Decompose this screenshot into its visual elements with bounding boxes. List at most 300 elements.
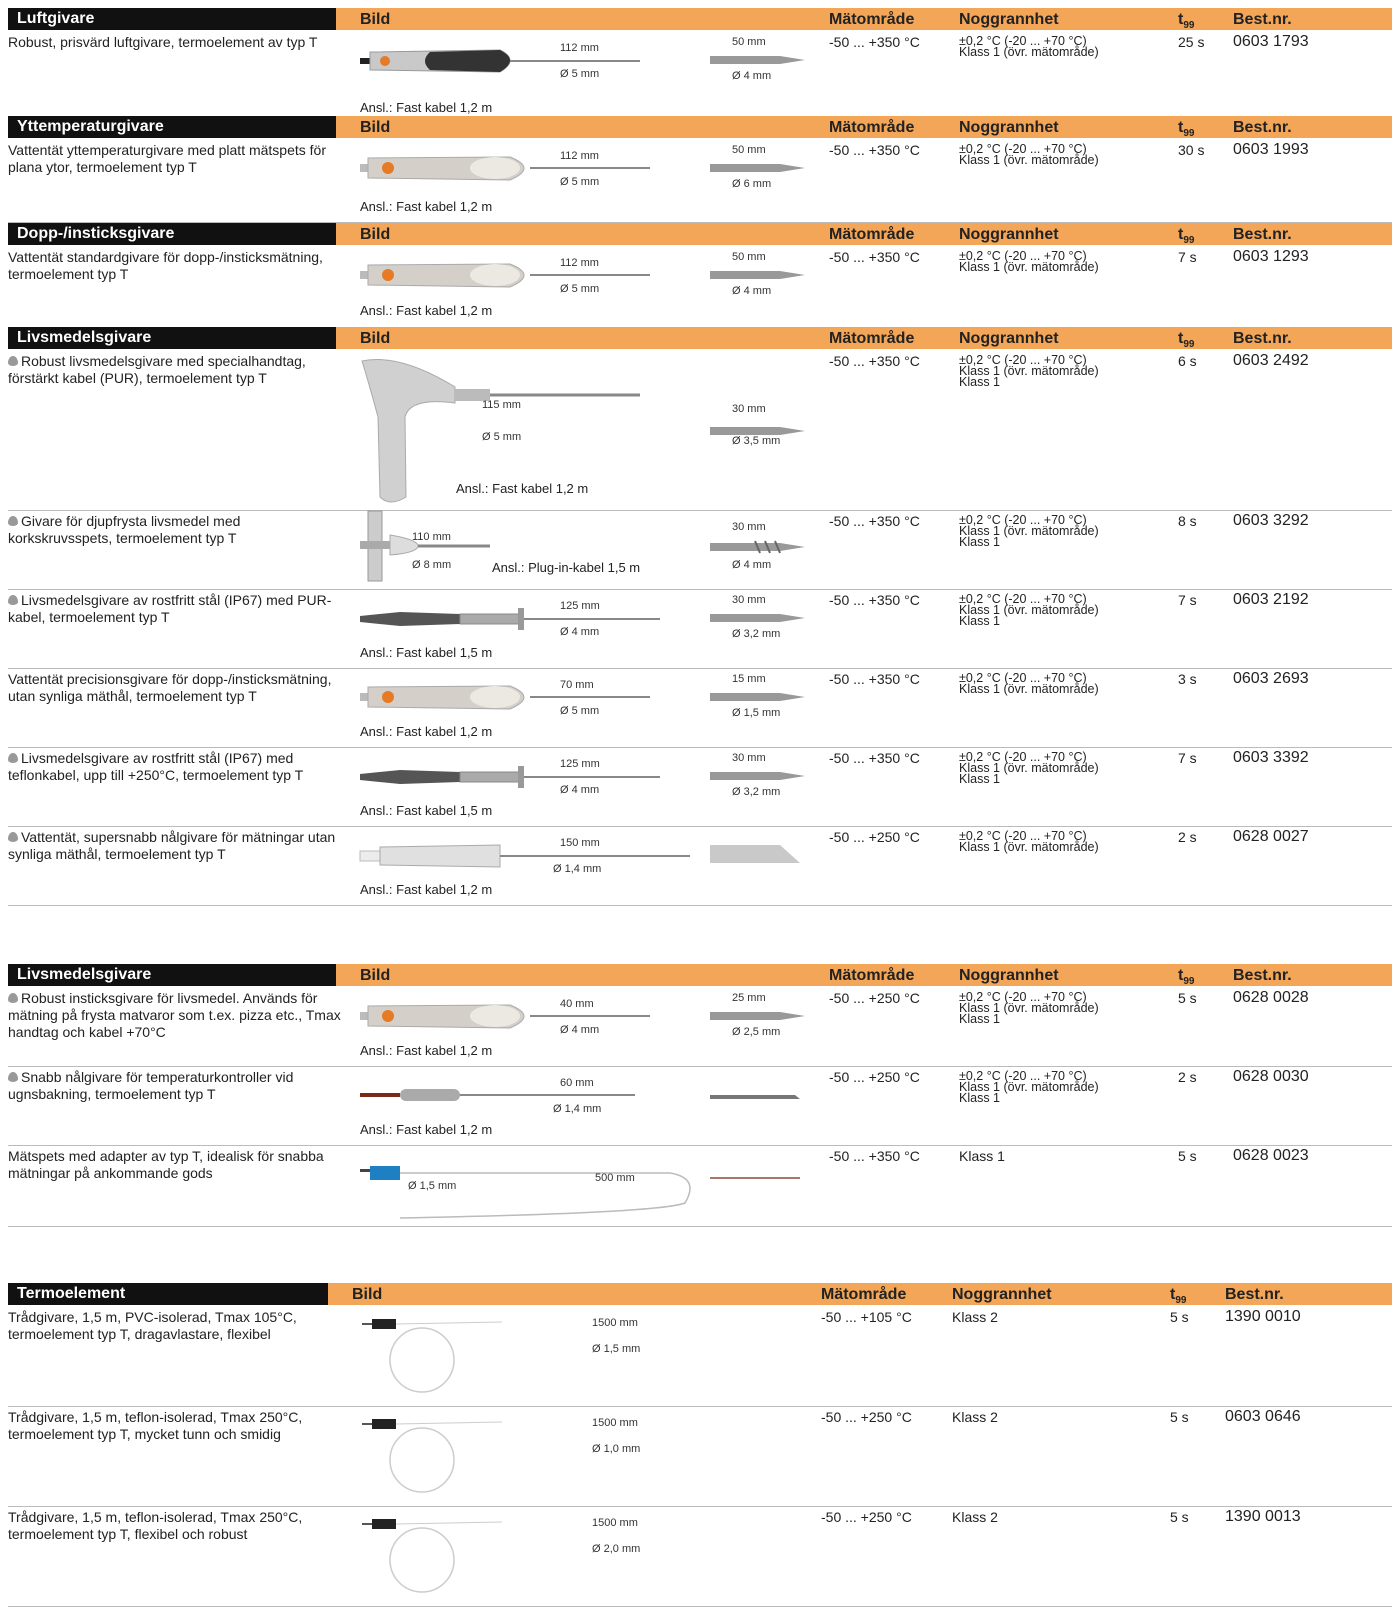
accuracy-line: Klass 1: [959, 1091, 1000, 1105]
table-row: [8, 351, 1392, 511]
probe-diameter-label: Ø 5 mm: [482, 431, 522, 443]
t99-value: 7 s: [1178, 750, 1197, 766]
accuracy-line: Klass 1: [959, 772, 1000, 786]
probe-length-label: 150 mm: [560, 837, 600, 849]
order-number: 0603 2492: [1233, 352, 1309, 369]
table-row: [8, 748, 1392, 827]
accuracy-line: ±0,2 °C (-20 ... +70 °C): [959, 34, 1087, 48]
probe-image: [360, 152, 660, 188]
t99-subscript: 99: [1175, 1295, 1187, 1307]
probe-length-label: 125 mm: [560, 758, 600, 770]
wire: [396, 1422, 502, 1424]
product-description: [8, 142, 348, 176]
accuracy: [959, 251, 1099, 273]
probe-diameter-label: Ø 5 mm: [560, 705, 600, 717]
section-header: [8, 964, 1392, 986]
accuracy-line: Klass 1 (övr. mätområde): [959, 1001, 1099, 1015]
accuracy: [952, 1509, 998, 1525]
tip-shaft: [710, 164, 805, 172]
accuracy-line: Klass 1: [959, 1012, 1000, 1026]
tip-diameter-label: Ø 3,5 mm: [732, 435, 781, 447]
connection-label: Ansl.: Fast kabel 1,5 m: [360, 803, 493, 818]
product-description: [8, 671, 348, 705]
section-title: Livsmedelsgivare: [8, 327, 336, 349]
header-range: Mätområde: [821, 1286, 907, 1303]
t99-subscript: 99: [1183, 20, 1195, 32]
t99-value: 5 s: [1178, 990, 1197, 1006]
probe-length-label: 112 mm: [560, 257, 599, 269]
table-row: [8, 1307, 1392, 1407]
description-text: Livsmedelsgivare av rostfritt stål (IP67) med PUR-kabel, termoelement typ T: [8, 592, 332, 625]
measurement-range: -50 ... +250 °C: [829, 829, 920, 845]
probe-length-label: 112 mm: [560, 150, 599, 162]
accuracy: [959, 831, 1099, 853]
measurement-range: -50 ... +350 °C: [829, 1148, 920, 1164]
probe-image: [360, 602, 660, 638]
description-text: Livsmedelsgivare av rostfritt stål (IP67) med teflonkabel, upp till +250°C, termoelement typ T: [8, 750, 304, 783]
tip-image: [710, 1081, 810, 1111]
measurement-range: -50 ... +250 °C: [829, 1069, 920, 1085]
table-row: [8, 827, 1392, 906]
order-number: 0603 1793: [1233, 33, 1309, 50]
tip-length-label: 30 mm: [732, 521, 766, 533]
tip-shaft: [710, 772, 805, 780]
header-bestnr: Best.nr.: [1233, 11, 1292, 28]
order-number: 0603 3392: [1233, 749, 1309, 766]
t99-value: 2 s: [1178, 829, 1197, 845]
order-number: 0603 3292: [1233, 512, 1309, 529]
table-row: [8, 247, 1392, 326]
t99-subscript: 99: [1183, 128, 1195, 140]
handle-grip: [470, 264, 520, 286]
handle-led: [382, 162, 394, 174]
probe-diameter-label: Ø 1,5 mm: [592, 1343, 641, 1355]
t99-label: t: [1178, 226, 1184, 243]
header-bild: Bild: [360, 967, 391, 984]
table-row: [8, 1146, 1392, 1227]
order-number: 0628 0028: [1233, 989, 1309, 1006]
cable-sleeve: [360, 612, 460, 626]
section-header: [8, 327, 1392, 349]
t99-value: 25 s: [1178, 34, 1205, 50]
cable-end: [360, 693, 368, 701]
measurement-range: -50 ... +350 °C: [829, 142, 920, 158]
tip-diameter-label: Ø 1,5 mm: [732, 707, 781, 719]
probe-diameter-label: Ø 2,0 mm: [592, 1543, 641, 1555]
bullet-icon: [8, 595, 18, 605]
handle-grip: [470, 1005, 520, 1027]
wire: [396, 1322, 502, 1324]
connection-label: Ansl.: Fast kabel 1,2 m: [360, 199, 493, 214]
measurement-range: -50 ... +350 °C: [829, 34, 920, 50]
header-range: Mätområde: [829, 967, 915, 984]
measurement-range: -50 ... +350 °C: [829, 513, 920, 529]
bullet-icon: [8, 356, 18, 366]
accuracy-line: ±0,2 °C (-20 ... +70 °C): [959, 592, 1087, 606]
product-description: [8, 829, 348, 863]
cable-end: [360, 164, 368, 172]
table-row: [8, 511, 1392, 590]
table-row: [8, 1407, 1392, 1507]
accuracy-line: Klass 1 (övr. mätområde): [959, 603, 1099, 617]
description-text: Vattentät, supersnabb nålgivare för mätningar utan synliga mäthål, termoelement typ T: [8, 829, 336, 862]
handle-body: [400, 1089, 460, 1101]
section-header: [8, 223, 1392, 245]
tip-diameter-label: Ø 4 mm: [732, 559, 772, 571]
accuracy: [959, 1071, 1099, 1104]
header-accuracy: Noggrannhet: [959, 330, 1059, 347]
tip-diameter-label: Ø 4 mm: [732, 70, 772, 82]
accuracy-line: ±0,2 °C (-20 ... +70 °C): [959, 142, 1087, 156]
accuracy-line: Klass 1 (övr. mätområde): [959, 45, 1099, 59]
measurement-range: -50 ... +105 °C: [821, 1309, 912, 1325]
tip-length-label: 30 mm: [732, 752, 766, 764]
probe-length-label: 1500 mm: [592, 1317, 638, 1329]
probe-length-label: 1500 mm: [592, 1417, 638, 1429]
probe-length-label: 40 mm: [560, 998, 594, 1010]
t99-subscript: 99: [1183, 235, 1195, 247]
header-bestnr: Best.nr.: [1233, 119, 1292, 136]
probe-length-label: 1500 mm: [592, 1517, 638, 1529]
header-accuracy: Noggrannhet: [959, 119, 1059, 136]
cable-sleeve: [360, 770, 460, 784]
product-description: [8, 592, 348, 626]
accuracy-line: ±0,2 °C (-20 ... +70 °C): [959, 750, 1087, 764]
section-title: Yttemperaturgivare: [8, 116, 336, 138]
order-number: 0603 2693: [1233, 670, 1309, 687]
product-description: [8, 1069, 348, 1103]
table-row: [8, 590, 1392, 669]
handle-led: [382, 691, 394, 703]
product-description: [8, 34, 348, 51]
plug: [372, 1519, 396, 1529]
header-range: Mätområde: [829, 330, 915, 347]
tip-shaft: [710, 271, 805, 279]
probe-diameter-label: Ø 1,4 mm: [553, 1103, 602, 1115]
measurement-range: -50 ... +350 °C: [829, 592, 920, 608]
tip-length-label: 25 mm: [732, 992, 766, 1004]
t99-value: 6 s: [1178, 353, 1197, 369]
accuracy: [959, 1148, 1005, 1164]
product-description: [8, 1309, 348, 1343]
tip-shaft: [710, 614, 805, 622]
description-text: Givare för djupfrysta livsmedel med korkskruvsspets, termoelement typ T: [8, 513, 241, 546]
accuracy-line: Klass 2: [952, 1309, 998, 1325]
t99-label: t: [1178, 119, 1184, 136]
table-row: [8, 1067, 1392, 1146]
tip-diameter-label: Ø 2,5 mm: [732, 1026, 781, 1038]
order-number: 0603 1993: [1233, 141, 1309, 158]
product-description: [8, 1148, 348, 1182]
plug: [372, 1319, 396, 1329]
probe-length-label: 70 mm: [560, 679, 594, 691]
product-description: [8, 1509, 348, 1543]
connection-label: Ansl.: Plug-in-kabel 1,5 m: [492, 560, 641, 575]
accuracy: [959, 594, 1099, 627]
measurement-range: -50 ... +350 °C: [829, 671, 920, 687]
section-header: [8, 8, 1392, 30]
tip-diameter-label: Ø 3,2 mm: [732, 628, 781, 640]
product-description: [8, 353, 348, 387]
handle-led: [380, 56, 390, 66]
connection-label: Ansl.: Fast kabel 1,2 m: [360, 724, 493, 739]
accuracy-line: ±0,2 °C (-20 ... +70 °C): [959, 671, 1087, 685]
t99-subscript: 99: [1183, 976, 1195, 988]
accuracy-line: Klass 1: [959, 1148, 1005, 1164]
connection-label: Ansl.: Fast kabel 1,2 m: [360, 303, 493, 318]
description-text: Robust insticksgivare för livsmedel. Används för mätning på frysta matvaror som t.ex. pizza etc., Tmax handtag och kabel +70°C: [8, 990, 341, 1040]
t99-value: 5 s: [1170, 1409, 1189, 1425]
header-accuracy: Noggrannhet: [959, 967, 1059, 984]
t99-value: 5 s: [1170, 1309, 1189, 1325]
measurement-range: -50 ... +350 °C: [829, 249, 920, 265]
cable-end: [360, 58, 370, 64]
table-row: [8, 1507, 1392, 1607]
header-accuracy: Noggrannhet: [959, 226, 1059, 243]
accuracy-line: Klass 2: [952, 1409, 998, 1425]
measurement-range: -50 ... +250 °C: [821, 1409, 912, 1425]
header-bild: Bild: [352, 1286, 383, 1303]
tip-image: [710, 841, 810, 871]
tip-shaft: [710, 1012, 805, 1020]
probe-diameter-label: Ø 1,5 mm: [408, 1180, 457, 1192]
tip-shaft: [710, 56, 805, 64]
tip-length-label: 15 mm: [732, 673, 766, 685]
measurement-range: -50 ... +350 °C: [829, 353, 920, 369]
plug: [372, 1419, 396, 1429]
table-row: [8, 140, 1392, 223]
tip-image: [710, 1160, 810, 1190]
wire: [396, 1522, 502, 1524]
header-bild: Bild: [360, 119, 391, 136]
header-bild: Bild: [360, 226, 391, 243]
connection-label: Ansl.: Fast kabel 1,5 m: [360, 645, 493, 660]
handle-collar: [518, 608, 524, 630]
accuracy-line: Klass 1 (övr. mätområde): [959, 364, 1099, 378]
product-description: [8, 990, 348, 1041]
tip-blade: [710, 845, 800, 863]
probe-length-label: 500 mm: [595, 1172, 635, 1184]
section-title: Livsmedelsgivare: [8, 964, 336, 986]
probe-image: [360, 259, 660, 295]
accuracy-line: Klass 1: [959, 614, 1000, 628]
order-number: 0603 1293: [1233, 248, 1309, 265]
order-number: 0603 0646: [1225, 1408, 1301, 1425]
bullet-icon: [8, 516, 18, 526]
product-description: [8, 750, 348, 784]
probe-image: [360, 681, 660, 717]
t99-value: 2 s: [1178, 1069, 1197, 1085]
accuracy: [952, 1309, 998, 1325]
cable-end: [360, 271, 368, 279]
t99-value: 5 s: [1178, 1148, 1197, 1164]
cable-end: [360, 851, 380, 861]
probe-diameter-label: Ø 5 mm: [560, 283, 600, 295]
tip-length-label: 30 mm: [732, 594, 766, 606]
probe-diameter-label: Ø 1,4 mm: [553, 863, 602, 875]
t99-value: 5 s: [1170, 1509, 1189, 1525]
tip-shaft: [710, 427, 805, 435]
probe-diameter-label: Ø 8 mm: [412, 559, 452, 571]
section-header: [8, 1283, 1392, 1305]
accuracy-line: ±0,2 °C (-20 ... +70 °C): [959, 513, 1087, 527]
product-description: [8, 249, 348, 283]
accuracy-line: Klass 1 (övr. mätområde): [959, 153, 1099, 167]
probe-length-label: 60 mm: [560, 1077, 594, 1089]
header-accuracy: Noggrannhet: [952, 1286, 1052, 1303]
accuracy-line: ±0,2 °C (-20 ... +70 °C): [959, 990, 1087, 1004]
connection-label: Ansl.: Fast kabel 1,2 m: [360, 100, 493, 115]
header-range: Mätområde: [829, 119, 915, 136]
description-text: Mätspets med adapter av typ T, idealisk för snabba mätningar på ankommande gods: [8, 1148, 324, 1181]
handle-body: [380, 845, 500, 867]
accuracy: [959, 992, 1099, 1025]
measurement-range: -50 ... +250 °C: [821, 1509, 912, 1525]
probe-diameter-label: Ø 5 mm: [560, 176, 600, 188]
table-row: [8, 669, 1392, 748]
connection-label: Ansl.: Fast kabel 1,2 m: [360, 1043, 493, 1058]
t99-value: 30 s: [1178, 142, 1205, 158]
tip-length-label: 50 mm: [732, 36, 766, 48]
order-number: 0628 0030: [1233, 1068, 1309, 1085]
accuracy: [959, 515, 1099, 548]
handle-body: [460, 614, 520, 624]
tip-length-label: 50 mm: [732, 144, 766, 156]
t99-label: t: [1170, 1286, 1176, 1303]
product-description: [8, 1409, 348, 1443]
t-handle: [362, 359, 455, 502]
header-bestnr: Best.nr.: [1225, 1286, 1284, 1303]
adapter-pin: [360, 1169, 370, 1172]
order-number: 0628 0027: [1233, 828, 1309, 845]
bullet-icon: [8, 993, 18, 1003]
tip-diameter-label: Ø 6 mm: [732, 178, 772, 190]
header-bestnr: Best.nr.: [1233, 967, 1292, 984]
tip-diameter-label: Ø 4 mm: [732, 285, 772, 297]
order-number: 1390 0013: [1225, 1508, 1301, 1525]
t99-label: t: [1178, 330, 1184, 347]
handle-collar: [518, 766, 524, 788]
header-bild: Bild: [360, 11, 391, 28]
cable-end: [360, 1012, 368, 1020]
bullet-icon: [8, 832, 18, 842]
header-range: Mätområde: [829, 11, 915, 28]
product-description: [8, 513, 348, 547]
accuracy-line: Klass 1: [959, 535, 1000, 549]
description-text: Vattentät standardgivare för dopp-/insticksmätning, termoelement typ T: [8, 249, 323, 282]
t99-label: t: [1178, 967, 1184, 984]
tip-length-label: 50 mm: [732, 251, 766, 263]
description-text: Vattentät yttemperaturgivare med platt mätspets för plana ytor, termoelement typ T: [8, 142, 327, 175]
wire-coil: [390, 1328, 454, 1392]
header-accuracy: Noggrannhet: [959, 11, 1059, 28]
probe-length-label: 112 mm: [560, 42, 599, 54]
handle-grip: [470, 686, 520, 708]
probe-length-label: 110 mm: [412, 531, 451, 543]
probe-diameter-label: Ø 4 mm: [560, 1024, 600, 1036]
accuracy-line: Klass 1 (övr. mätområde): [959, 682, 1099, 696]
table-row: [8, 32, 1392, 122]
probe-diameter-label: Ø 4 mm: [560, 626, 600, 638]
accuracy: [959, 673, 1099, 695]
description-text: Vattentät precisionsgivare för dopp-/insticksmätning, utan synliga mäthål, termoelement typ T: [8, 671, 332, 704]
handle-grip: [425, 50, 510, 72]
t99-subscript: 99: [1183, 339, 1195, 351]
probe-image: [360, 839, 660, 875]
handle-led: [382, 1010, 394, 1022]
t99-value: 7 s: [1178, 592, 1197, 608]
tip-shaft: [710, 693, 805, 701]
accuracy-line: ±0,2 °C (-20 ... +70 °C): [959, 353, 1087, 367]
probe-image: [360, 760, 660, 796]
probe-image: [360, 44, 660, 80]
probe-diameter-label: Ø 4 mm: [560, 784, 600, 796]
connection-label: Ansl.: Fast kabel 1,2 m: [360, 1122, 493, 1137]
bullet-icon: [8, 1072, 18, 1082]
header-bestnr: Best.nr.: [1233, 226, 1292, 243]
accuracy: [952, 1409, 998, 1425]
probe-length-label: 125 mm: [560, 600, 600, 612]
section-title: Termoelement: [8, 1283, 328, 1305]
probe-image: [360, 1000, 660, 1036]
description-text: Robust, prisvärd luftgivare, termoelement av typ T: [8, 34, 318, 50]
t99-value: 7 s: [1178, 249, 1197, 265]
tip-length-label: 30 mm: [732, 403, 766, 415]
order-number: 0603 2192: [1233, 591, 1309, 608]
accuracy-line: Klass 2: [952, 1509, 998, 1525]
probe-image: [360, 1079, 660, 1115]
header-range: Mätområde: [829, 226, 915, 243]
accuracy-line: ±0,2 °C (-20 ... +70 °C): [959, 1069, 1087, 1083]
measurement-range: -50 ... +350 °C: [829, 750, 920, 766]
t99-value: 8 s: [1178, 513, 1197, 529]
accuracy-line: Klass 1 (övr. mätområde): [959, 524, 1099, 538]
handle-led: [382, 269, 394, 281]
accuracy-line: Klass 1 (övr. mätområde): [959, 761, 1099, 775]
wire-coil: [390, 1528, 454, 1592]
description-text: Robust livsmedelsgivare med specialhandtag, förstärkt kabel (PUR), termoelement typ T: [8, 353, 306, 386]
tip-diameter-label: Ø 3,2 mm: [732, 786, 781, 798]
connection-label: Ansl.: Fast kabel 1,2 m: [456, 481, 589, 496]
t99-value: 3 s: [1178, 671, 1197, 687]
t99-label: t: [1178, 11, 1184, 28]
measurement-range: -50 ... +250 °C: [829, 990, 920, 1006]
cross-bar: [360, 541, 390, 549]
accuracy: [959, 36, 1099, 58]
accuracy-line: ±0,2 °C (-20 ... +70 °C): [959, 249, 1087, 263]
section-header: [8, 116, 1392, 138]
description-text: Trådgivare, 1,5 m, PVC-isolerad, Tmax 105°C, termoelement typ T, dragavlastare, flexibel: [8, 1309, 297, 1342]
section-title: Dopp-/insticksgivare: [8, 223, 336, 245]
description-text: Trådgivare, 1,5 m, teflon-isolerad, Tmax 250°C, termoelement typ T, flexibel och robust: [8, 1509, 303, 1542]
accuracy-line: Klass 1: [959, 375, 1000, 389]
header-bild: Bild: [360, 330, 391, 347]
wire-coil: [390, 1428, 454, 1492]
probe-diameter-label: Ø 5 mm: [560, 68, 600, 80]
accuracy: [959, 752, 1099, 785]
order-number: 1390 0010: [1225, 1308, 1301, 1325]
handle-grip: [470, 157, 520, 179]
accuracy-line: Klass 1 (övr. mätområde): [959, 840, 1099, 854]
header-bestnr: Best.nr.: [1233, 330, 1292, 347]
table-row: [8, 988, 1392, 1067]
connection-label: Ansl.: Fast kabel 1,2 m: [360, 882, 493, 897]
adapter-plug: [370, 1166, 400, 1180]
accuracy-line: Klass 1 (övr. mätområde): [959, 260, 1099, 274]
probe-length-label: 115 mm: [482, 399, 521, 411]
bullet-icon: [8, 753, 18, 763]
accuracy: [959, 355, 1099, 388]
